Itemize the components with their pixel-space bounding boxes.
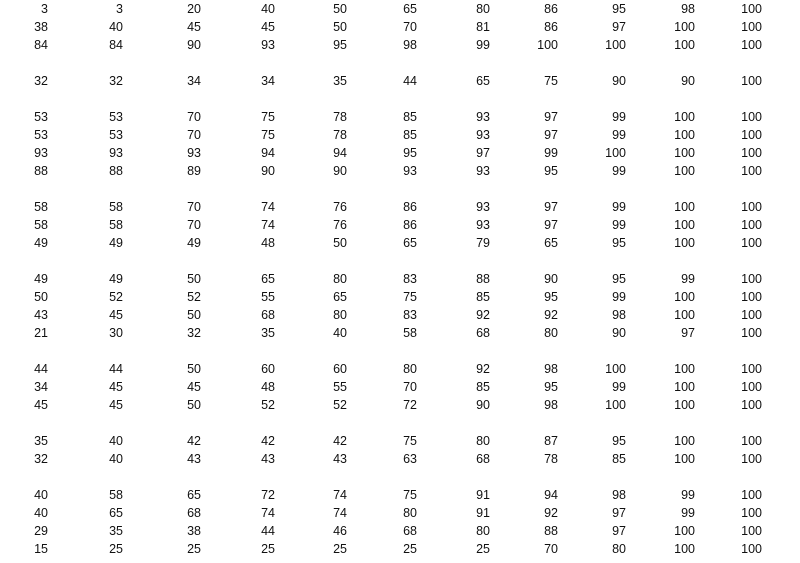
table-cell: 34 <box>34 380 48 394</box>
table-cell: 100 <box>741 200 762 214</box>
table-cell: 20 <box>187 2 201 16</box>
table-cell: 65 <box>187 488 201 502</box>
table-cell: 93 <box>476 200 490 214</box>
table-cell: 90 <box>261 164 275 178</box>
table-cell: 80 <box>403 362 417 376</box>
table-cell: 94 <box>544 488 558 502</box>
table-cell: 95 <box>612 2 626 16</box>
table-cell: 52 <box>187 290 201 304</box>
table-cell: 97 <box>612 524 626 538</box>
table-cell: 100 <box>741 380 762 394</box>
table-cell: 93 <box>403 164 417 178</box>
table-cell: 90 <box>612 74 626 88</box>
table-cell: 83 <box>403 308 417 322</box>
table-cell: 32 <box>187 326 201 340</box>
table-cell: 80 <box>333 308 347 322</box>
table-cell: 32 <box>109 74 123 88</box>
table-cell: 95 <box>544 164 558 178</box>
table-cell: 72 <box>403 398 417 412</box>
table-cell: 3 <box>116 2 123 16</box>
table-cell: 70 <box>187 200 201 214</box>
table-cell: 68 <box>403 524 417 538</box>
table-cell: 58 <box>109 488 123 502</box>
table-cell: 80 <box>476 434 490 448</box>
table-cell: 92 <box>544 506 558 520</box>
table-cell: 30 <box>109 326 123 340</box>
table-cell: 32 <box>34 452 48 466</box>
table-cell: 52 <box>109 290 123 304</box>
table-cell: 25 <box>187 542 201 556</box>
table-cell: 100 <box>674 524 695 538</box>
table-row <box>0 162 800 180</box>
table-cell: 98 <box>544 362 558 376</box>
table-cell: 49 <box>34 236 48 250</box>
table-cell: 100 <box>741 290 762 304</box>
table-cell: 95 <box>612 236 626 250</box>
table-cell: 100 <box>741 146 762 160</box>
table-cell: 100 <box>741 362 762 376</box>
table-cell: 58 <box>34 200 48 214</box>
table-cell: 21 <box>34 326 48 340</box>
table-cell: 60 <box>261 362 275 376</box>
table-cell: 100 <box>741 434 762 448</box>
table-cell: 40 <box>109 20 123 34</box>
table-cell: 70 <box>187 218 201 232</box>
table-cell: 100 <box>674 200 695 214</box>
table-cell: 52 <box>333 398 347 412</box>
table-cell: 90 <box>476 398 490 412</box>
table-cell: 99 <box>544 146 558 160</box>
table-cell: 90 <box>681 74 695 88</box>
table-cell: 86 <box>403 218 417 232</box>
table-cell: 70 <box>187 128 201 142</box>
table-cell: 99 <box>612 164 626 178</box>
table-cell: 88 <box>109 164 123 178</box>
table-cell: 95 <box>612 434 626 448</box>
table-cell: 75 <box>403 290 417 304</box>
table-cell: 49 <box>187 236 201 250</box>
table-cell: 100 <box>674 308 695 322</box>
table-cell: 72 <box>261 488 275 502</box>
table-cell: 38 <box>187 524 201 538</box>
table-cell: 50 <box>333 20 347 34</box>
table-cell: 100 <box>741 164 762 178</box>
table-row <box>0 378 800 396</box>
table-cell: 95 <box>403 146 417 160</box>
table-cell: 78 <box>333 128 347 142</box>
table-row <box>0 540 800 558</box>
table-cell: 83 <box>403 272 417 286</box>
table-row <box>0 144 800 162</box>
table-cell: 76 <box>333 218 347 232</box>
table-cell: 100 <box>674 362 695 376</box>
table-cell: 100 <box>741 326 762 340</box>
table-row <box>0 306 800 324</box>
table-row <box>0 234 800 252</box>
table-cell: 100 <box>674 236 695 250</box>
table-cell: 49 <box>109 236 123 250</box>
table-cell: 100 <box>741 20 762 34</box>
table-cell: 99 <box>612 218 626 232</box>
table-cell: 45 <box>34 398 48 412</box>
table-cell: 100 <box>674 128 695 142</box>
table-cell: 48 <box>261 380 275 394</box>
table-cell: 99 <box>681 272 695 286</box>
table-cell: 100 <box>741 110 762 124</box>
table-cell: 58 <box>109 200 123 214</box>
table-cell: 75 <box>403 488 417 502</box>
table-cell: 91 <box>476 488 490 502</box>
table-cell: 60 <box>333 362 347 376</box>
table-cell: 29 <box>34 524 48 538</box>
table-row <box>0 126 800 144</box>
table-cell: 40 <box>333 326 347 340</box>
table-cell: 44 <box>109 362 123 376</box>
table-cell: 84 <box>34 38 48 52</box>
table-cell: 79 <box>476 236 490 250</box>
table-cell: 45 <box>109 398 123 412</box>
table-cell: 87 <box>544 434 558 448</box>
table-cell: 75 <box>544 74 558 88</box>
table-cell: 95 <box>333 38 347 52</box>
table-cell: 97 <box>612 506 626 520</box>
table-cell: 44 <box>261 524 275 538</box>
table-cell: 100 <box>674 20 695 34</box>
table-cell: 55 <box>261 290 275 304</box>
table-cell: 85 <box>476 380 490 394</box>
table-cell: 100 <box>741 236 762 250</box>
table-cell: 75 <box>403 434 417 448</box>
table-cell: 93 <box>109 146 123 160</box>
table-cell: 92 <box>476 362 490 376</box>
table-cell: 95 <box>544 290 558 304</box>
table-cell: 100 <box>674 398 695 412</box>
table-cell: 98 <box>612 308 626 322</box>
table-cell: 100 <box>605 38 626 52</box>
table-cell: 74 <box>261 506 275 520</box>
table-cell: 80 <box>612 542 626 556</box>
table-cell: 78 <box>333 110 347 124</box>
table-cell: 32 <box>34 74 48 88</box>
table-cell: 93 <box>261 38 275 52</box>
table-cell: 99 <box>476 38 490 52</box>
table-cell: 50 <box>187 308 201 322</box>
table-cell: 53 <box>34 110 48 124</box>
table-cell: 86 <box>544 20 558 34</box>
table-cell: 100 <box>605 146 626 160</box>
table-row <box>0 450 800 468</box>
table-cell: 99 <box>681 506 695 520</box>
table-cell: 15 <box>34 542 48 556</box>
table-cell: 65 <box>544 236 558 250</box>
table-cell: 100 <box>741 218 762 232</box>
table-cell: 45 <box>187 20 201 34</box>
table-row <box>0 18 800 36</box>
table-cell: 45 <box>261 20 275 34</box>
table-cell: 100 <box>674 146 695 160</box>
table-cell: 35 <box>261 326 275 340</box>
table-cell: 85 <box>403 110 417 124</box>
table-cell: 85 <box>403 128 417 142</box>
table-cell: 100 <box>674 38 695 52</box>
table-cell: 75 <box>261 128 275 142</box>
table-row <box>0 432 800 450</box>
table-cell: 55 <box>333 380 347 394</box>
table-cell: 43 <box>187 452 201 466</box>
table-row <box>0 72 800 90</box>
table-cell: 43 <box>333 452 347 466</box>
table-cell: 58 <box>403 326 417 340</box>
table-cell: 89 <box>187 164 201 178</box>
table-cell: 97 <box>612 20 626 34</box>
table-cell: 42 <box>187 434 201 448</box>
table-cell: 40 <box>261 2 275 16</box>
table-cell: 50 <box>187 398 201 412</box>
table-cell: 25 <box>109 542 123 556</box>
table-row <box>0 270 800 288</box>
table-cell: 44 <box>403 74 417 88</box>
table-cell: 93 <box>476 218 490 232</box>
table-cell: 93 <box>476 128 490 142</box>
table-cell: 80 <box>476 524 490 538</box>
table-cell: 65 <box>403 236 417 250</box>
table-cell: 80 <box>544 326 558 340</box>
table-cell: 99 <box>612 128 626 142</box>
table-cell: 63 <box>403 452 417 466</box>
table-cell: 42 <box>333 434 347 448</box>
table-cell: 65 <box>403 2 417 16</box>
table-cell: 25 <box>261 542 275 556</box>
table-row <box>0 324 800 342</box>
table-cell: 80 <box>333 272 347 286</box>
table-cell: 58 <box>109 218 123 232</box>
table-cell: 100 <box>674 542 695 556</box>
table-cell: 100 <box>741 542 762 556</box>
table-cell: 70 <box>403 20 417 34</box>
table-cell: 3 <box>41 2 48 16</box>
table-cell: 53 <box>109 110 123 124</box>
table-cell: 43 <box>261 452 275 466</box>
table-cell: 50 <box>187 362 201 376</box>
table-cell: 53 <box>109 128 123 142</box>
table-cell: 49 <box>109 272 123 286</box>
table-row <box>0 522 800 540</box>
table-cell: 99 <box>612 380 626 394</box>
table-row <box>0 216 800 234</box>
table-cell: 40 <box>34 488 48 502</box>
table-cell: 100 <box>674 380 695 394</box>
table-cell: 100 <box>674 164 695 178</box>
table-cell: 97 <box>476 146 490 160</box>
table-cell: 34 <box>261 74 275 88</box>
table-cell: 52 <box>261 398 275 412</box>
table-cell: 68 <box>476 326 490 340</box>
table-cell: 68 <box>261 308 275 322</box>
table-cell: 68 <box>476 452 490 466</box>
table-cell: 97 <box>544 128 558 142</box>
table-cell: 45 <box>187 380 201 394</box>
table-cell: 93 <box>476 110 490 124</box>
table-cell: 78 <box>544 452 558 466</box>
table-cell: 35 <box>34 434 48 448</box>
table-cell: 100 <box>605 398 626 412</box>
table-cell: 100 <box>741 506 762 520</box>
table-cell: 45 <box>109 380 123 394</box>
table-cell: 93 <box>476 164 490 178</box>
table-cell: 58 <box>34 218 48 232</box>
table-cell: 100 <box>674 434 695 448</box>
table-cell: 99 <box>612 290 626 304</box>
table-cell: 48 <box>261 236 275 250</box>
table-cell: 50 <box>333 2 347 16</box>
table-cell: 99 <box>681 488 695 502</box>
table-row <box>0 486 800 504</box>
table-cell: 97 <box>544 218 558 232</box>
table-cell: 100 <box>741 452 762 466</box>
table-cell: 50 <box>34 290 48 304</box>
table-cell: 99 <box>612 200 626 214</box>
table-row <box>0 396 800 414</box>
table-cell: 80 <box>403 506 417 520</box>
table-cell: 88 <box>544 524 558 538</box>
table-cell: 76 <box>333 200 347 214</box>
table-cell: 65 <box>333 290 347 304</box>
table-cell: 100 <box>741 38 762 52</box>
table-cell: 95 <box>544 380 558 394</box>
table-cell: 25 <box>333 542 347 556</box>
table-cell: 94 <box>261 146 275 160</box>
table-cell: 50 <box>187 272 201 286</box>
table-cell: 100 <box>605 362 626 376</box>
table-cell: 100 <box>741 128 762 142</box>
table-cell: 93 <box>187 146 201 160</box>
table-cell: 100 <box>674 452 695 466</box>
table-cell: 74 <box>333 488 347 502</box>
table-row <box>0 108 800 126</box>
table-cell: 100 <box>537 38 558 52</box>
table-cell: 70 <box>187 110 201 124</box>
table-cell: 80 <box>476 2 490 16</box>
table-cell: 40 <box>109 434 123 448</box>
table-cell: 100 <box>741 488 762 502</box>
table-cell: 97 <box>544 110 558 124</box>
table-row <box>0 504 800 522</box>
table-cell: 90 <box>333 164 347 178</box>
table-cell: 98 <box>403 38 417 52</box>
table-cell: 90 <box>612 326 626 340</box>
table-cell: 90 <box>187 38 201 52</box>
table-cell: 92 <box>544 308 558 322</box>
table-cell: 43 <box>34 308 48 322</box>
table-cell: 74 <box>261 218 275 232</box>
table-cell: 75 <box>261 110 275 124</box>
table-cell: 44 <box>34 362 48 376</box>
table-cell: 85 <box>612 452 626 466</box>
table-cell: 100 <box>674 218 695 232</box>
table-cell: 70 <box>403 380 417 394</box>
table-cell: 46 <box>333 524 347 538</box>
table-cell: 100 <box>674 290 695 304</box>
table-cell: 86 <box>544 2 558 16</box>
table-cell: 91 <box>476 506 490 520</box>
table-cell: 65 <box>261 272 275 286</box>
table-cell: 86 <box>403 200 417 214</box>
table-cell: 95 <box>612 272 626 286</box>
table-cell: 53 <box>34 128 48 142</box>
table-cell: 45 <box>109 308 123 322</box>
table-cell: 93 <box>34 146 48 160</box>
table-cell: 70 <box>544 542 558 556</box>
table-cell: 99 <box>612 110 626 124</box>
table-cell: 100 <box>741 308 762 322</box>
table-cell: 92 <box>476 308 490 322</box>
table-cell: 100 <box>741 398 762 412</box>
table-cell: 35 <box>333 74 347 88</box>
table-cell: 49 <box>34 272 48 286</box>
table-cell: 74 <box>261 200 275 214</box>
table-cell: 88 <box>476 272 490 286</box>
table-cell: 100 <box>674 110 695 124</box>
table-cell: 100 <box>741 2 762 16</box>
table-cell: 40 <box>109 452 123 466</box>
table-cell: 81 <box>476 20 490 34</box>
table-cell: 90 <box>544 272 558 286</box>
table-cell: 100 <box>741 74 762 88</box>
table-cell: 97 <box>681 326 695 340</box>
table-cell: 42 <box>261 434 275 448</box>
table-cell: 98 <box>544 398 558 412</box>
table-cell: 65 <box>476 74 490 88</box>
table-cell: 68 <box>187 506 201 520</box>
table-cell: 50 <box>333 236 347 250</box>
table-row <box>0 360 800 378</box>
table-cell: 40 <box>34 506 48 520</box>
table-row <box>0 36 800 54</box>
table-cell: 25 <box>476 542 490 556</box>
table-cell: 38 <box>34 20 48 34</box>
table-cell: 98 <box>612 488 626 502</box>
table-cell: 97 <box>544 200 558 214</box>
table-cell: 84 <box>109 38 123 52</box>
table-cell: 94 <box>333 146 347 160</box>
table-cell: 25 <box>403 542 417 556</box>
table-cell: 85 <box>476 290 490 304</box>
table-cell: 100 <box>741 272 762 286</box>
table-cell: 88 <box>34 164 48 178</box>
table-row <box>0 288 800 306</box>
table-row <box>0 0 800 18</box>
table-cell: 35 <box>109 524 123 538</box>
table-row <box>0 198 800 216</box>
table-cell: 65 <box>109 506 123 520</box>
table-cell: 98 <box>681 2 695 16</box>
table-cell: 74 <box>333 506 347 520</box>
table-cell: 34 <box>187 74 201 88</box>
table-cell: 100 <box>741 524 762 538</box>
